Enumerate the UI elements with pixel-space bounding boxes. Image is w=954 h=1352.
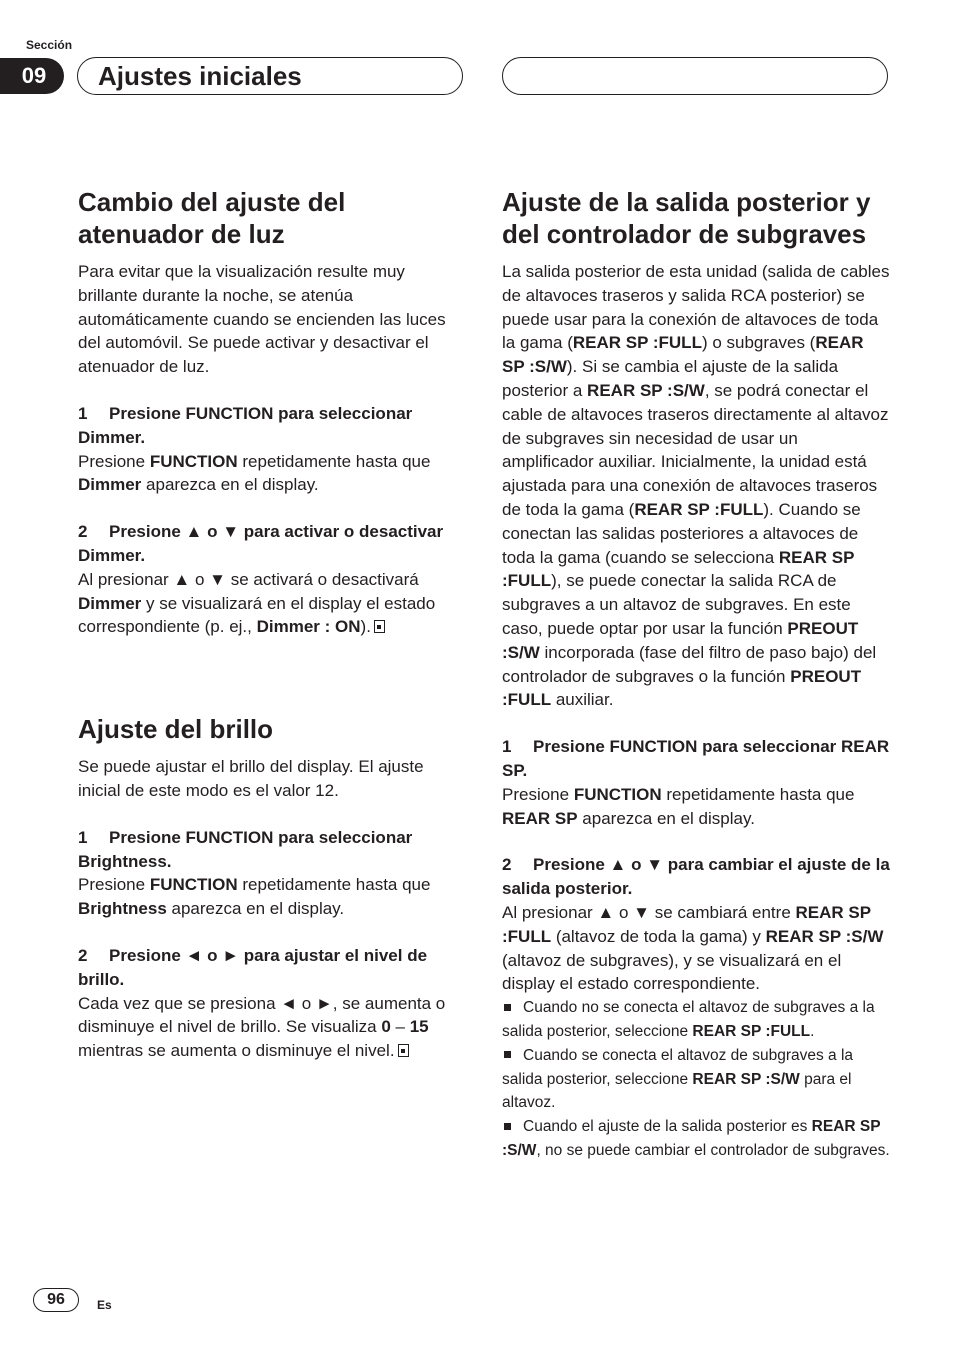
text: para el altavoz.: [502, 1070, 852, 1112]
text: mientras se aumenta o disminuye el nivel.: [78, 1041, 395, 1061]
text: aparezca en el display.: [141, 475, 319, 495]
text: ).: [360, 617, 371, 637]
note-item: [502, 996, 890, 1044]
bold-text: REAR SP :FULL: [634, 499, 764, 519]
text: Presione: [502, 784, 574, 804]
rear-title: Ajuste de la salida posterior y del controlador de subgraves: [502, 187, 871, 249]
bold-text: REAR SP :FULL: [502, 902, 871, 946]
text: .: [810, 1022, 815, 1040]
bold-text: FUNCTION: [149, 875, 238, 895]
rear-step1-body: [502, 783, 890, 831]
step-number: 2: [502, 855, 512, 875]
step-number: 2: [78, 522, 88, 542]
brightness-step1-body: [78, 873, 466, 921]
bold-text: REAR SP :FULL: [572, 333, 702, 353]
text: repetidamente hasta que: [237, 451, 431, 471]
note-item: [502, 1044, 890, 1115]
step-number: 1: [78, 403, 88, 423]
section-blank-box: [502, 57, 888, 95]
text: incorporada (fase del filtro de paso bajo) del controlador de subgraves o la función: [502, 642, 877, 686]
text: Al presionar ▲ o ▼ se cambiará entre: [502, 902, 796, 922]
text: (altavoz de toda la gama) y: [551, 926, 766, 946]
text: aparezca en el display.: [577, 808, 755, 828]
bold-text: REAR SP :FULL: [502, 547, 855, 591]
page-number: 96: [33, 1288, 79, 1312]
bold-text: REAR SP :S/W: [587, 380, 705, 400]
text: repetidamente hasta que: [661, 784, 855, 804]
brightness-step2-heading: [78, 944, 466, 992]
text: ). Cuando se conectan las salidas posteriores a altavoces de toda la gama (cuando se selecciona: [502, 499, 861, 567]
brightness-step1-heading: [78, 826, 466, 874]
bold-text: FUNCTION: [573, 784, 662, 804]
bold-text: PREOUT :S/W: [502, 618, 859, 662]
text: y se visualizará en el display el estado correspondiente (p. ej.,: [78, 593, 436, 637]
section-title: Ajustes iniciales: [77, 57, 463, 95]
step-heading-text: Presione ▲ o ▼ para cambiar el ajuste de la salida posterior.: [502, 855, 890, 899]
text: Al presionar ▲ o ▼ se activará o desactivará: [78, 569, 419, 589]
bullet-square-icon: [504, 1123, 511, 1130]
bold-text: 15: [409, 1017, 429, 1037]
text: Presione: [78, 451, 150, 471]
right-column: [502, 186, 890, 1163]
text: repetidamente hasta que: [237, 875, 431, 895]
text: , no se puede cambiar el controlador de subgraves.: [536, 1141, 890, 1159]
text: ), se puede conectar la salida RCA de subgraves a un altavoz de subgraves. En este caso, puede optar por usar la función: [502, 571, 851, 638]
text: Cada vez que se presiona ◄ o ►, se aumenta o disminuye el nivel de brillo. Se visualiza: [78, 993, 446, 1037]
bold-text: REAR SP: [502, 808, 578, 828]
end-of-section-icon: [374, 620, 385, 633]
dimmer-step2-body: [78, 568, 466, 639]
bullet-square-icon: [504, 1051, 511, 1058]
bold-text: 0: [381, 1017, 391, 1037]
section-number-tab: 09: [0, 58, 64, 94]
bold-text: Dimmer : ON: [256, 617, 361, 637]
left-column: [78, 186, 466, 1063]
step-heading-text: Presione FUNCTION para seleccionar Dimmer.: [78, 403, 413, 447]
step-heading-text: Presione ◄ o ► para ajustar el nivel de brillo.: [78, 945, 428, 989]
rear-intro: [502, 260, 890, 712]
step-number: 2: [78, 945, 88, 965]
bold-text: REAR SP :S/W: [502, 333, 864, 377]
brightness-title: Ajuste del brillo: [78, 714, 274, 745]
dimmer-title: Cambio del ajuste del atenuador de luz: [78, 187, 346, 249]
text: La salida posterior de esta unidad (salida de cables de altavoces traseros y salida RCA posterior) se puede usar para la conexión de altavoces de toda la gama (: [502, 262, 890, 353]
step-heading-text: Presione FUNCTION para seleccionar Brightness.: [78, 827, 413, 871]
bold-text: FUNCTION: [149, 451, 238, 471]
rear-step1-heading: [502, 735, 890, 783]
brightness-intro: Se puede ajustar el brillo del display. El ajuste inicial de este modo es el valor 12.: [78, 757, 424, 800]
text: –: [390, 1017, 410, 1037]
bold-text: REAR SP :S/W: [692, 1070, 800, 1088]
bold-text: Dimmer: [78, 593, 142, 613]
dimmer-intro: Para evitar que la visualización resulte muy brillante durante la noche, se atenúa automáticamente cuando se encienden las luces del automóvil. Se puede activar y desactivar el atenuador de luz.: [78, 262, 446, 377]
text: Cuando el ajuste de la salida posterior es: [523, 1118, 812, 1136]
dimmer-step2-heading: [78, 520, 466, 568]
bold-text: Dimmer: [78, 475, 142, 495]
text: Cuando se conecta el altavoz de subgraves a la salida posterior, seleccione: [502, 1046, 854, 1088]
step-heading-text: Presione FUNCTION para seleccionar REAR SP.: [502, 737, 890, 780]
bullet-square-icon: [504, 1004, 511, 1011]
dimmer-step1-body: [78, 450, 466, 498]
bold-text: REAR SP :FULL: [692, 1022, 811, 1040]
text: Cuando no se conecta el altavoz de subgraves a la salida posterior, seleccione: [502, 999, 875, 1040]
bold-text: REAR SP :S/W: [765, 926, 884, 946]
text: aparezca en el display.: [166, 899, 345, 919]
step-number: 1: [502, 737, 512, 757]
dimmer-step1-heading: [78, 402, 466, 450]
text: Presione: [78, 875, 150, 895]
step-number: 1: [78, 827, 88, 847]
text: auxiliar.: [551, 690, 614, 710]
rear-step2-body: [502, 901, 890, 996]
text: ) o subgraves (: [701, 333, 816, 353]
text: , se podrá conectar el cable de altavoces traseros directamente al altavoz de subgraves sin necesidad de usar un amplificador auxiliar. Inicialmente, la unidad está ajustada para una conexión de altavoces traseros de toda la gama (: [502, 380, 889, 519]
text: ). Si se cambia el ajuste de la salida posterior a: [502, 357, 839, 400]
bold-text: PREOUT :FULL: [502, 666, 862, 710]
step-heading-text: Presione ▲ o ▼ para activar o desactivar Dimmer.: [78, 522, 444, 565]
rear-step2-heading: [502, 853, 890, 901]
bold-text: REAR SP :S/W: [502, 1118, 881, 1159]
end-of-section-icon: [398, 1044, 409, 1057]
bold-text: Brightness: [78, 899, 167, 919]
note-item: [502, 1115, 890, 1163]
brightness-step2-body: [78, 992, 466, 1063]
text: (altavoz de subgraves), y se visualizará en el display el estado correspondiente.: [502, 950, 842, 994]
section-label: Sección: [26, 38, 73, 52]
language-label: Es: [97, 1298, 112, 1312]
